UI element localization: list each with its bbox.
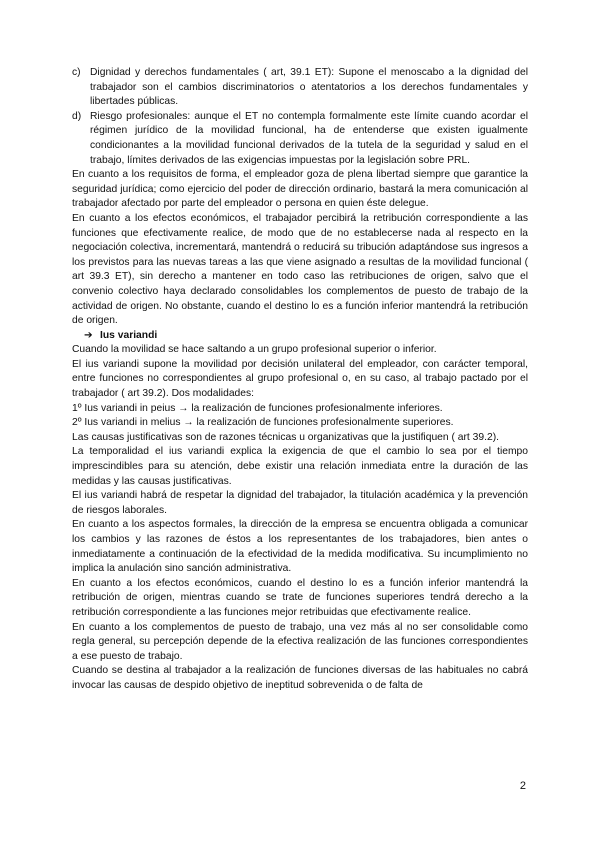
list-item-text: Riesgo profesionales: aunque el ET no contempla formalmente este límite cuando acordar el régimen jurídico de la movilidad funcional, ha de entenderse que existen igualmente condicionantes a la movilidad funcional derivados de la tutela de la seguridad y salud en el trabajo, límites derivados de las exigencias impuestas por la legislación sobre PRL.: [90, 110, 528, 166]
list-marker: d): [72, 110, 82, 122]
page-body: [72, 66, 528, 694]
lettered-list: [72, 66, 528, 168]
page-number: 2: [519, 780, 526, 792]
list-item: [72, 110, 528, 168]
paragraph: Cuando la movilidad se hace saltando a un grupo profesional superior o inferior.: [72, 344, 437, 356]
paragraph: En cuanto a los requisitos de forma, el empleador goza de plena libertad siempre que garantice la seguridad jurídica; como ejercicio del poder de dirección ordinario, bastará la mera comunicación al trabajador afectado por parte del empleador o persona en quien éste delegue.: [72, 169, 528, 210]
paragraph: En cuanto a los efectos económicos, cuando el destino lo es a función inferior mantendrá la retribución de origen, mientras cuando se trate de funciones superiores tendrá derecho a la retribución correspondiente a las funciones mejor retribuidas que efectivamente realice.: [72, 577, 528, 618]
paragraph: El ius variandi supone la movilidad por decisión unilateral del empleador, con carácter temporal, entre funciones no correspondientes al grupo profesional o, en su caso, al trabajo pactado por el trabajador ( art 39.2). Dos modalidades:: [72, 358, 528, 400]
section-heading-text: Ius variandi: [100, 329, 158, 341]
arrow-right-icon: ➔: [84, 329, 93, 341]
list-item-text: Dignidad y derechos fundamentales ( art, 39.1 ET): Supone el menoscabo a la dignidad del trabajador son el cambios discriminatorios o atentatorios a los derechos fundamentales y libertades públicas.: [90, 67, 528, 108]
paragraph: El ius variandi habrá de respetar la dignidad del trabajador, la titulación académica y la prevención de riesgos laborales.: [72, 490, 528, 516]
list-item: [72, 66, 528, 110]
paragraph: Cuando se destina al trabajador a la realización de funciones diversas de las habituales no cabrá invocar las causas de despido objetivo de ineptitud sobrevenida o de falta de: [72, 665, 528, 691]
paragraph: En cuanto a los complementos de puesto de trabajo, una vez más al no ser consolidable como regla general, su percepción depende de la efectiva realización de las funciones correspondientes a ese puesto de trabajo.: [72, 621, 528, 662]
paragraph: 2º Ius variandi in melius → la realización de funciones profesionalmente superiores.: [72, 417, 454, 429]
section-heading: [72, 329, 528, 344]
paragraph: En cuanto a los efectos económicos, el trabajador percibirá la retribución correspondiente a las funciones que efectivamente realice, de modo que de no establecerse nada al respecto en la negociación colectiva, incrementará, mantendrá o reducirá su tribución adaptándose sus ingresos a los previstos para las nuevas tareas a las que viene asignado a resultas de la movilidad funcional ( art 39.3 ET), sin derecho a mantener en todo caso las retribuciones de origen, salvo que el convenio colectivo haya declarado consolidables los complementos de puesto de trabajo de la actividad de origen. No obstante, cuando el destino lo es a función inferior mantendrá la retribución de origen.: [72, 212, 528, 327]
paragraph: 1º Ius variandi in peius → la realización de funciones profesionalmente inferiores.: [72, 402, 443, 414]
list-marker: c): [72, 67, 81, 78]
paragraph: En cuanto a los aspectos formales, la dirección de la empresa se encuentra obligada a comunicar los cambios y las razones de éstos a los representantes de los trabajadores, bien antes o inmediatamente a continuación de la efectividad de la medida modificativa. Su incumplimiento no implica la anulación sino sanción administrativa.: [72, 519, 528, 575]
paragraph: La temporalidad el ius variandi explica la exigencia de que el cambio lo sea por el tiempo imprescindibles para su atención, debe existir una relación inmediata entre la duración de las medidas y las causas justificativas.: [72, 446, 528, 487]
paragraph: Las causas justificativas son de razones técnicas u organizativas que la justifiquen ( art 39.2).: [72, 431, 499, 443]
